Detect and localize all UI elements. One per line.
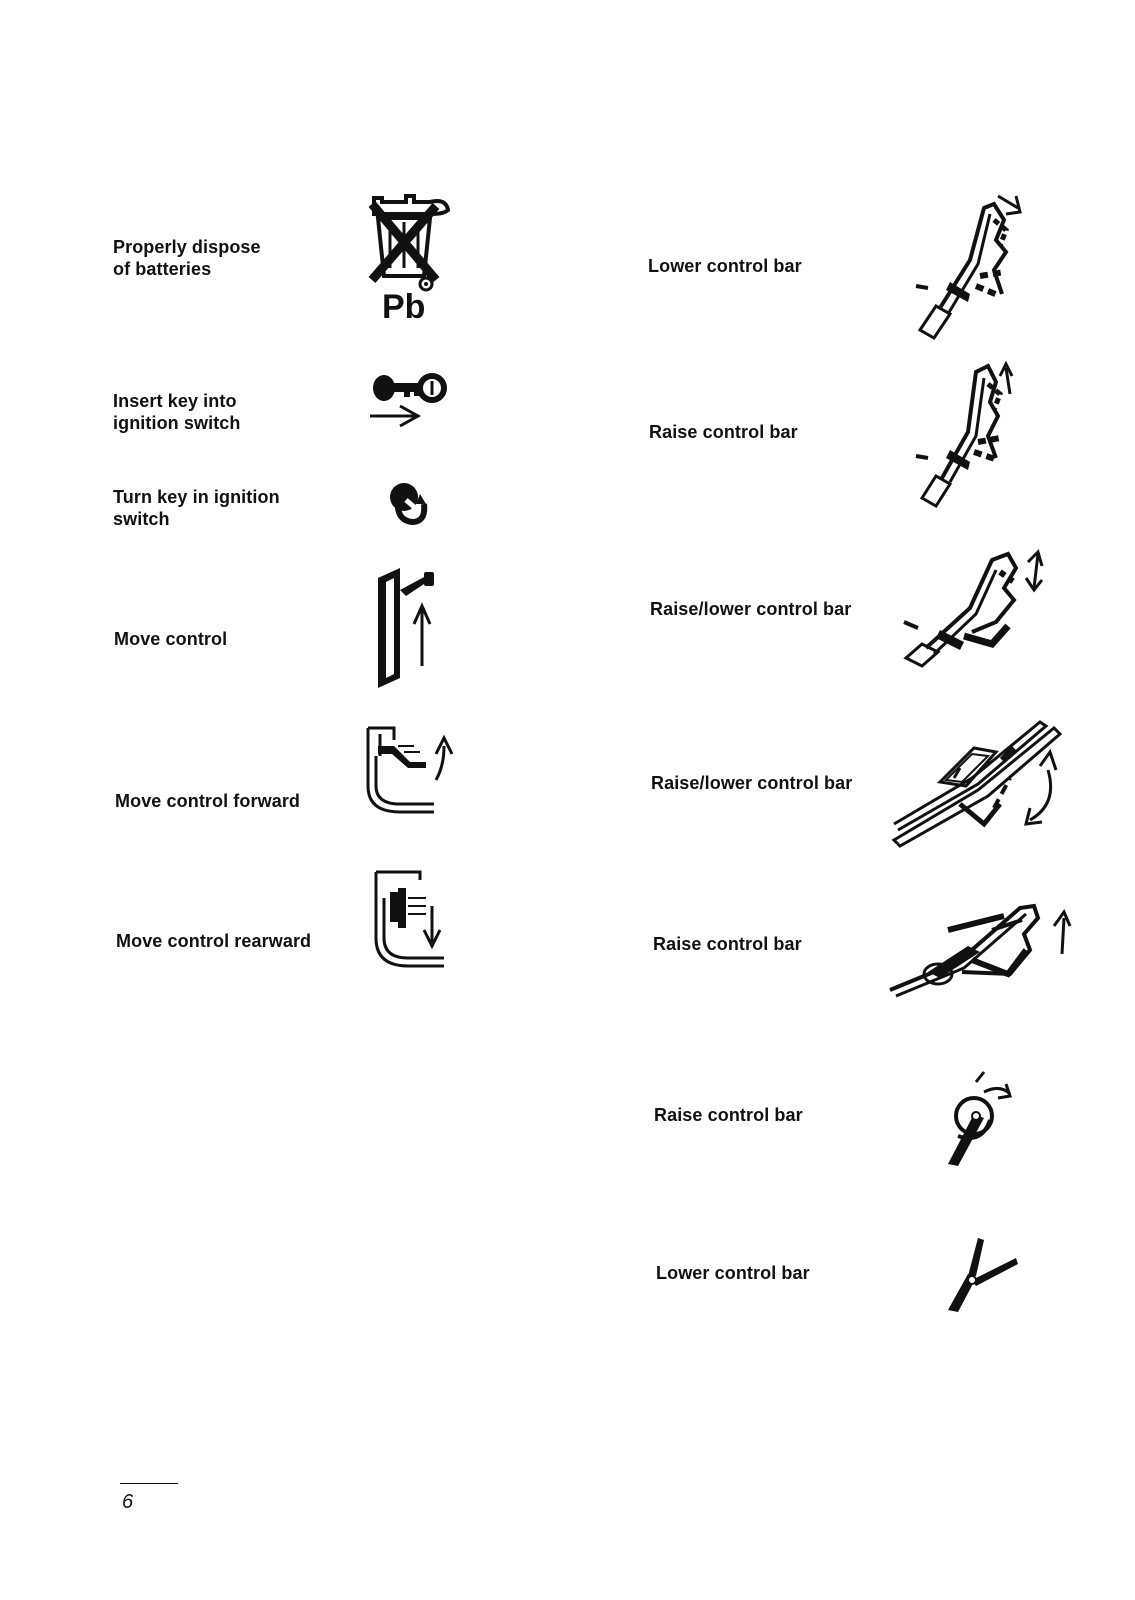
insert-key-icon xyxy=(368,370,458,428)
label-insert-key: Insert key into ignition switch xyxy=(113,391,241,433)
raise-lower-frame-icon xyxy=(890,720,1070,850)
lower-control-bar-icon xyxy=(910,190,1030,340)
raise-lever-icon xyxy=(944,1070,1024,1170)
turn-key-icon xyxy=(386,480,436,530)
lower-lever-icon xyxy=(946,1236,1026,1316)
label-raise-lower-control-bar-1: Raise/lower control bar xyxy=(650,599,852,619)
label-lower-control-bar-2: Lower control bar xyxy=(656,1263,810,1283)
label-lower-control-bar-1: Lower control bar xyxy=(648,256,802,276)
label-dispose-batteries: Properly dispose of batteries xyxy=(113,237,261,279)
move-control-forward-icon xyxy=(364,726,460,836)
label-move-control: Move control xyxy=(114,629,228,649)
move-control-icon xyxy=(376,566,448,692)
raise-lower-control-bar-icon xyxy=(900,548,1050,668)
footer-rule xyxy=(120,1483,178,1484)
label-raise-control-bar-1: Raise control bar xyxy=(649,422,798,442)
label-raise-control-bar-2: Raise control bar xyxy=(653,934,802,954)
label-move-control-forward: Move control forward xyxy=(115,791,301,811)
label-turn-key: Turn key in ignition switch xyxy=(113,487,280,529)
battery-lead-symbol: Pb xyxy=(382,288,426,326)
page-number: 6 xyxy=(122,1491,134,1513)
label-move-control-rearward: Move control rearward xyxy=(116,931,312,951)
label-raise-lower-control-bar-2: Raise/lower control bar xyxy=(651,773,853,793)
battery-disposal-icon xyxy=(366,192,458,326)
label-raise-control-bar-3: Raise control bar xyxy=(654,1105,803,1125)
raise-control-bar-icon xyxy=(914,358,1024,508)
move-control-rearward-icon xyxy=(372,870,452,986)
raise-control-bar-handle-icon xyxy=(888,890,1078,1000)
